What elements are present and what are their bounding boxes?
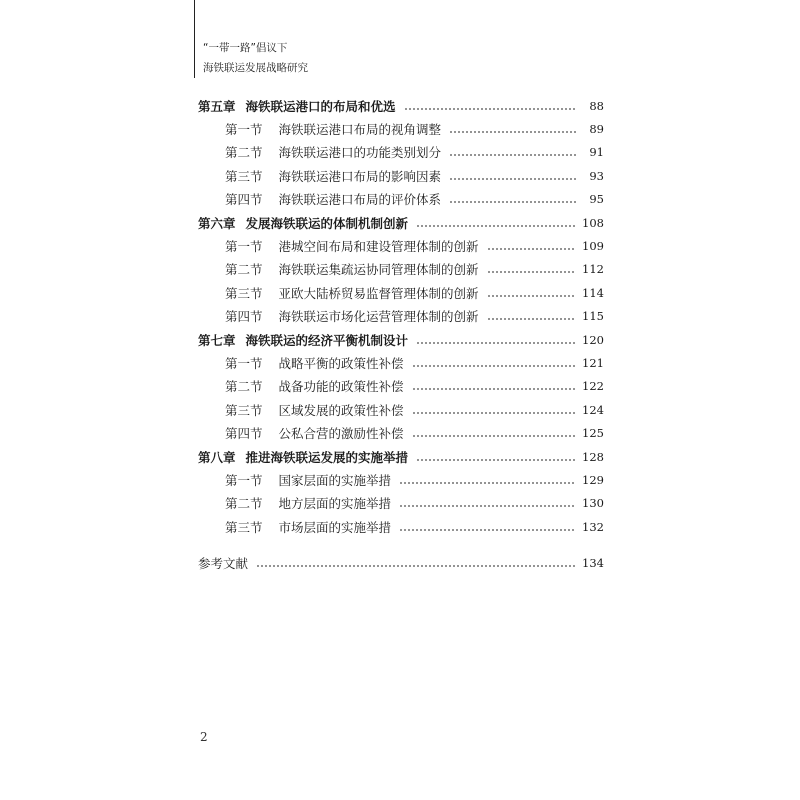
- toc-section-entry[interactable]: [198, 234, 604, 257]
- toc-entry-number: 第六章: [198, 215, 236, 231]
- book-title: 海铁联运发展战略研究: [203, 62, 308, 74]
- toc-section-entry[interactable]: [198, 188, 604, 211]
- toc-entry-title: 海铁联运港口的功能类别划分: [278, 145, 442, 161]
- toc-section-entry[interactable]: [198, 398, 604, 421]
- toc-section-entry[interactable]: [198, 351, 604, 374]
- toc-entry-page: 95: [589, 192, 604, 207]
- toc-entry-page: 115: [582, 309, 604, 324]
- toc-section-entry[interactable]: [198, 281, 604, 304]
- toc-section-entry[interactable]: [198, 468, 604, 491]
- toc-chapter-entry[interactable]: [198, 445, 604, 468]
- toc-chapter-entry[interactable]: [198, 211, 604, 234]
- dot-leader: [404, 108, 576, 110]
- toc-entry-number: 第四节: [225, 309, 263, 325]
- toc-entry-page: 121: [582, 355, 604, 370]
- dot-leader: [487, 248, 576, 250]
- toc-entry-page: 91: [589, 145, 604, 160]
- toc-entry-page: 130: [582, 496, 604, 511]
- dot-leader: [399, 529, 576, 531]
- series-title: “一带一路”倡议下: [203, 42, 288, 54]
- toc-entry-number: 第一节: [225, 472, 263, 488]
- dot-leader: [399, 482, 576, 484]
- dot-leader: [412, 388, 576, 390]
- table-of-contents: [198, 94, 604, 575]
- dot-leader: [449, 201, 576, 203]
- toc-section-entry[interactable]: [198, 421, 604, 444]
- toc-entry-page: 128: [582, 449, 604, 464]
- toc-section-entry[interactable]: [198, 258, 604, 281]
- dot-leader: [399, 505, 576, 507]
- toc-entry-title: 海铁联运港口的布局和优选: [245, 98, 396, 114]
- toc-entry-title: 推进海铁联运发展的实施举措: [245, 449, 409, 465]
- toc-entry-title: 地方层面的实施举措: [278, 496, 392, 512]
- toc-entry-page: 134: [582, 556, 604, 571]
- toc-entry-number: 第四节: [225, 192, 263, 208]
- toc-entry-title: 战备功能的政策性补偿: [278, 379, 404, 395]
- toc-entry-page: 112: [582, 262, 604, 277]
- toc-entry-title: 发展海铁联运的体制机制创新: [245, 215, 409, 231]
- toc-entry-number: 第三节: [225, 402, 263, 418]
- toc-entry-number: 第四节: [225, 426, 263, 442]
- toc-entry-number: 第二节: [225, 262, 263, 278]
- dot-leader: [412, 365, 576, 367]
- toc-entry-page: 125: [582, 426, 604, 441]
- toc-entry-title: 海铁联运集疏运协同管理体制的创新: [278, 262, 479, 278]
- toc-section-entry[interactable]: [198, 375, 604, 398]
- toc-chapter-entry[interactable]: [198, 328, 604, 351]
- dot-leader: [449, 178, 576, 180]
- toc-chapter-entry[interactable]: [198, 94, 604, 117]
- toc-section-entry[interactable]: [198, 305, 604, 328]
- toc-entry-number: 第一节: [225, 122, 263, 138]
- dot-leader: [416, 342, 576, 344]
- toc-entry-page: 108: [582, 215, 604, 230]
- toc-entry-number: 第八章: [198, 449, 236, 465]
- toc-entry-number: 第五章: [198, 98, 236, 114]
- toc-entry-page: 89: [589, 122, 604, 137]
- toc-entry-number: 第二节: [225, 145, 263, 161]
- dot-leader: [256, 565, 576, 567]
- toc-references-entry[interactable]: [198, 551, 604, 574]
- toc-entry-page: 93: [589, 168, 604, 183]
- toc-entry-page: 88: [589, 98, 604, 113]
- dot-leader: [449, 154, 576, 156]
- toc-section-entry[interactable]: [198, 141, 604, 164]
- dot-leader: [449, 131, 576, 133]
- toc-entry-number: 第七章: [198, 332, 236, 348]
- toc-entry-page: 109: [582, 239, 604, 254]
- toc-entry-number: 第三节: [225, 168, 263, 184]
- toc-entry-page: 122: [582, 379, 604, 394]
- dot-leader: [487, 318, 576, 320]
- toc-entry-title: 战略平衡的政策性补偿: [278, 355, 404, 371]
- dot-leader: [416, 459, 576, 461]
- page-spine-rule: [194, 0, 195, 78]
- toc-entry-number: 第一节: [225, 355, 263, 371]
- toc-entry-page: 132: [582, 519, 604, 534]
- toc-entry-page: 124: [582, 402, 604, 417]
- toc-entry-title: 国家层面的实施举措: [278, 472, 392, 488]
- toc-section-entry[interactable]: [198, 164, 604, 187]
- dot-leader: [412, 435, 576, 437]
- toc-entry-title: 港城空间布局和建设管理体制的创新: [278, 239, 479, 255]
- toc-entry-page: 129: [582, 472, 604, 487]
- toc-section-entry[interactable]: [198, 515, 604, 538]
- toc-entry-title: 参考文献: [198, 556, 249, 572]
- dot-leader: [487, 295, 576, 297]
- dot-leader: [487, 271, 576, 273]
- dot-leader: [416, 225, 576, 227]
- page-number: 2: [200, 730, 208, 744]
- toc-section-entry[interactable]: [198, 492, 604, 515]
- toc-entry-title: 海铁联运港口布局的评价体系: [278, 192, 442, 208]
- toc-entry-number: 第二节: [225, 379, 263, 395]
- toc-entry-number: 第二节: [225, 496, 263, 512]
- toc-entry-number: 第一节: [225, 239, 263, 255]
- toc-entry-title: 海铁联运港口布局的视角调整: [278, 122, 442, 138]
- toc-entry-page: 120: [582, 332, 604, 347]
- toc-entry-title: 海铁联运的经济平衡机制设计: [245, 332, 409, 348]
- toc-entry-title: 市场层面的实施举措: [278, 519, 392, 535]
- toc-entry-page: 114: [582, 285, 604, 300]
- toc-entry-number: 第三节: [225, 285, 263, 301]
- toc-entry-title: 亚欧大陆桥贸易监督管理体制的创新: [278, 285, 479, 301]
- toc-entry-title: 海铁联运港口布局的影响因素: [278, 168, 442, 184]
- toc-entry-title: 海铁联运市场化运营管理体制的创新: [278, 309, 479, 325]
- toc-section-entry[interactable]: [198, 117, 604, 140]
- toc-entry-title: 区域发展的政策性补偿: [278, 402, 404, 418]
- running-header: [203, 38, 308, 78]
- toc-entry-number: 第三节: [225, 519, 263, 535]
- toc-entry-title: 公私合营的激励性补偿: [278, 426, 404, 442]
- dot-leader: [412, 412, 576, 414]
